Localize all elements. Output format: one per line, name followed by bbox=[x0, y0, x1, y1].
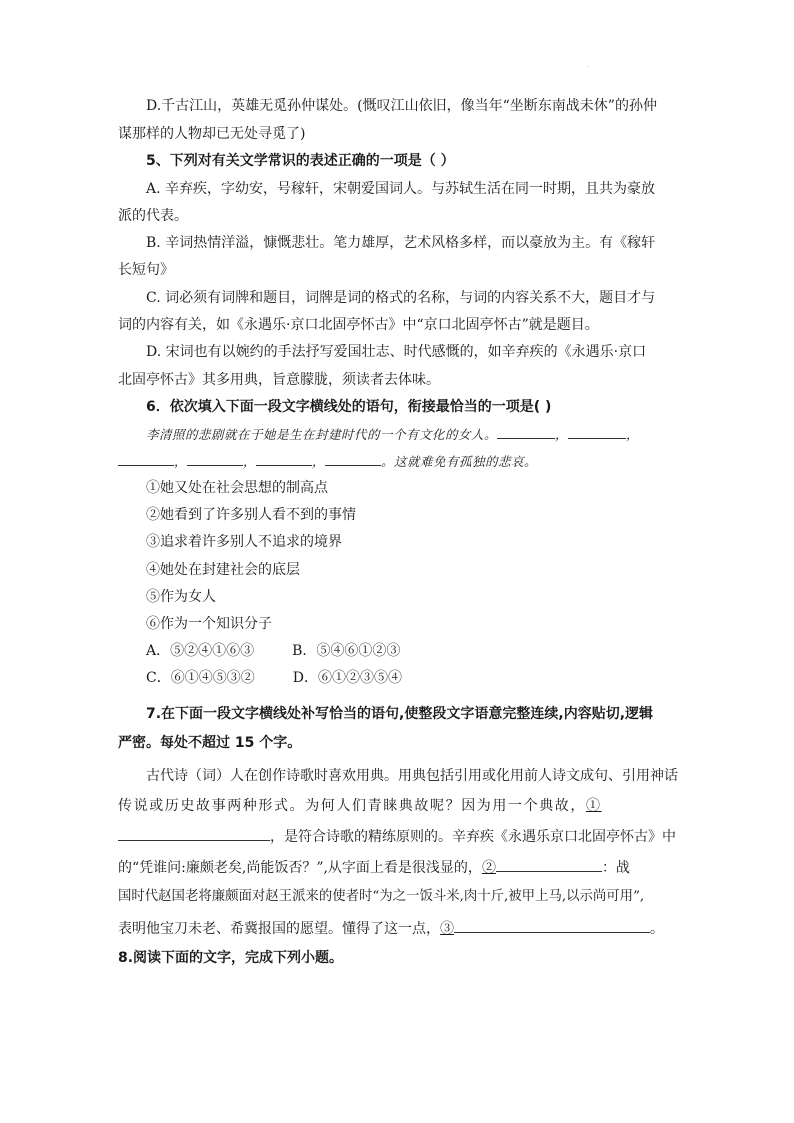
q5-option-b-line2: 长短句》 bbox=[118, 262, 174, 278]
q6-item-2: ②她看到了许多别人看不到的事情 bbox=[146, 507, 356, 523]
q6-passage-end: 。这就难免有孤独的悲哀。 bbox=[381, 454, 538, 469]
q7-passage-text: 传说或历史故事两种形式。为何人们青睐典故呢？因为用一个典故， bbox=[118, 798, 586, 814]
q7-blank-3[interactable] bbox=[454, 918, 650, 933]
q4-option-d-line1: D.千古江山，英雄无觅孙仲谋处。(慨叹江山依旧，像当年“坐断东南战未休”的孙仲 bbox=[146, 98, 657, 114]
q7-passage-text: ：战 bbox=[601, 860, 630, 876]
corner-mark: . bbox=[587, 62, 589, 69]
q6-option-d[interactable]: D．⑥①②③⑤④ bbox=[292, 670, 402, 686]
q8-stem: 8.阅读下面的文字，完成下列小题。 bbox=[118, 950, 344, 966]
q6-options-row-2 bbox=[146, 668, 402, 688]
q7-blank-3-marker: ③ bbox=[440, 921, 454, 937]
q7-passage-line4 bbox=[118, 857, 630, 878]
q6-comma: ， bbox=[174, 454, 188, 469]
q6-item-5: ⑤作为女人 bbox=[146, 589, 216, 605]
q7-passage-line1: 古代诗（词）人在创作诗歌时喜欢用典。用典包括引用或化用前人诗文成句、引用神话 bbox=[146, 768, 678, 784]
q6-blank-5[interactable] bbox=[256, 451, 312, 466]
q6-item-1: ①她又处在社会思想的制高点 bbox=[146, 480, 328, 496]
q5-option-d-line1: D. 宋词也有以婉约的手法抒写爱国壮志、时代感慨的，如辛弃疾的《永遇乐·京口 bbox=[146, 344, 647, 360]
q7-blank-1[interactable] bbox=[118, 826, 270, 841]
q6-option-a[interactable]: A．⑤②④①⑥③ bbox=[146, 643, 255, 659]
q6-blank-2[interactable] bbox=[568, 424, 626, 439]
q6-blank-6[interactable] bbox=[325, 451, 381, 466]
q6-options-row-1 bbox=[146, 641, 400, 661]
q7-passage-text: ，是符合诗歌的精练原则的。辛弃疾《永遇乐京口北固亭怀古》中 bbox=[270, 829, 676, 845]
q6-comma: ， bbox=[555, 427, 569, 442]
q6-item-4: ④她处在封建社会的底层 bbox=[146, 562, 300, 578]
q6-option-c[interactable]: C．⑥①④⑤③② bbox=[146, 670, 255, 686]
q6-stem: 6．依次填入下面一段文字横线处的语句，衔接最恰当的一项是( ) bbox=[146, 399, 552, 415]
q6-passage-line2 bbox=[118, 451, 537, 472]
q7-passage-line6 bbox=[118, 918, 664, 939]
q7-passage-line2 bbox=[118, 796, 602, 816]
q5-option-b-line1: B. 辛词热情洋溢，慷慨悲壮。笔力雄厚，艺术风格多样，而以豪放为主。有《稼轩 bbox=[146, 235, 656, 251]
q6-passage-start: 李清照的悲剧就在于她是生在封建时代的一个有文化的女人。 bbox=[146, 427, 498, 442]
q5-option-c-line2: 词的内容有关，如《永遇乐·京口北固亭怀古》中“京口北固亭怀古”就是题目。 bbox=[118, 317, 599, 333]
q7-passage-text: 的“凭谁问:廉颇老矣,尚能饭否？”,从字面上看是很浅显的， bbox=[118, 860, 482, 876]
q6-blank-4[interactable] bbox=[187, 451, 243, 466]
q5-option-c-line1: C. 词必须有词牌和题目，词牌是词的格式的名称，与词的内容关系不大，题目才与 bbox=[146, 290, 656, 306]
q7-stem-line1: 7.在下面一段文字横线处补写恰当的语句,使整段文字语意完整连续,内容贴切,逻辑 bbox=[146, 706, 654, 722]
q7-passage-text: 表明他宝刀未老、希冀报国的愿望。懂得了这一点， bbox=[118, 921, 440, 937]
q4-option-d-line2: 谋那样的人物却已无处寻觅了) bbox=[118, 126, 306, 142]
q6-option-b[interactable]: B．⑤④⑥①②③ bbox=[292, 643, 401, 659]
q7-passage-line3 bbox=[118, 826, 676, 847]
q7-passage-line5: 国时代赵国老将廉颇面对赵王派来的使者时“为之一饭斗米,肉十斤,被甲上马,以示尚可用”, bbox=[118, 889, 645, 904]
q6-blank-3[interactable] bbox=[118, 451, 174, 466]
q5-option-a-line1: A. 辛弃疾，字幼安，号稼轩，宋朝爱国词人。与苏轼生活在同一时期，且共为豪放 bbox=[146, 181, 656, 197]
q6-passage-line1 bbox=[146, 424, 639, 445]
q7-blank-2-marker: ② bbox=[481, 860, 496, 876]
q5-option-d-line2: 北固亭怀古》其多用典，旨意朦胧，须读者去体味。 bbox=[118, 372, 440, 388]
q7-passage-text: 。 bbox=[650, 921, 664, 937]
q5-option-a-line2: 派的代表。 bbox=[118, 208, 188, 224]
q6-item-3: ③追求着许多别人不追求的境界 bbox=[146, 534, 342, 550]
q7-blank-2[interactable] bbox=[496, 857, 602, 872]
q5-stem: 5、下列对有关文学常识的表述正确的一项是（ ） bbox=[146, 153, 455, 169]
q6-comma: ， bbox=[243, 454, 257, 469]
q6-comma: ， bbox=[626, 427, 640, 442]
q7-blank-1-marker: ① bbox=[586, 798, 602, 814]
q6-blank-1[interactable] bbox=[497, 424, 555, 439]
q6-comma: ， bbox=[312, 454, 326, 469]
q7-stem-line2: 严密。每处不超过 15 个字。 bbox=[118, 735, 302, 751]
q6-item-6: ⑥作为一个知识分子 bbox=[146, 616, 272, 632]
